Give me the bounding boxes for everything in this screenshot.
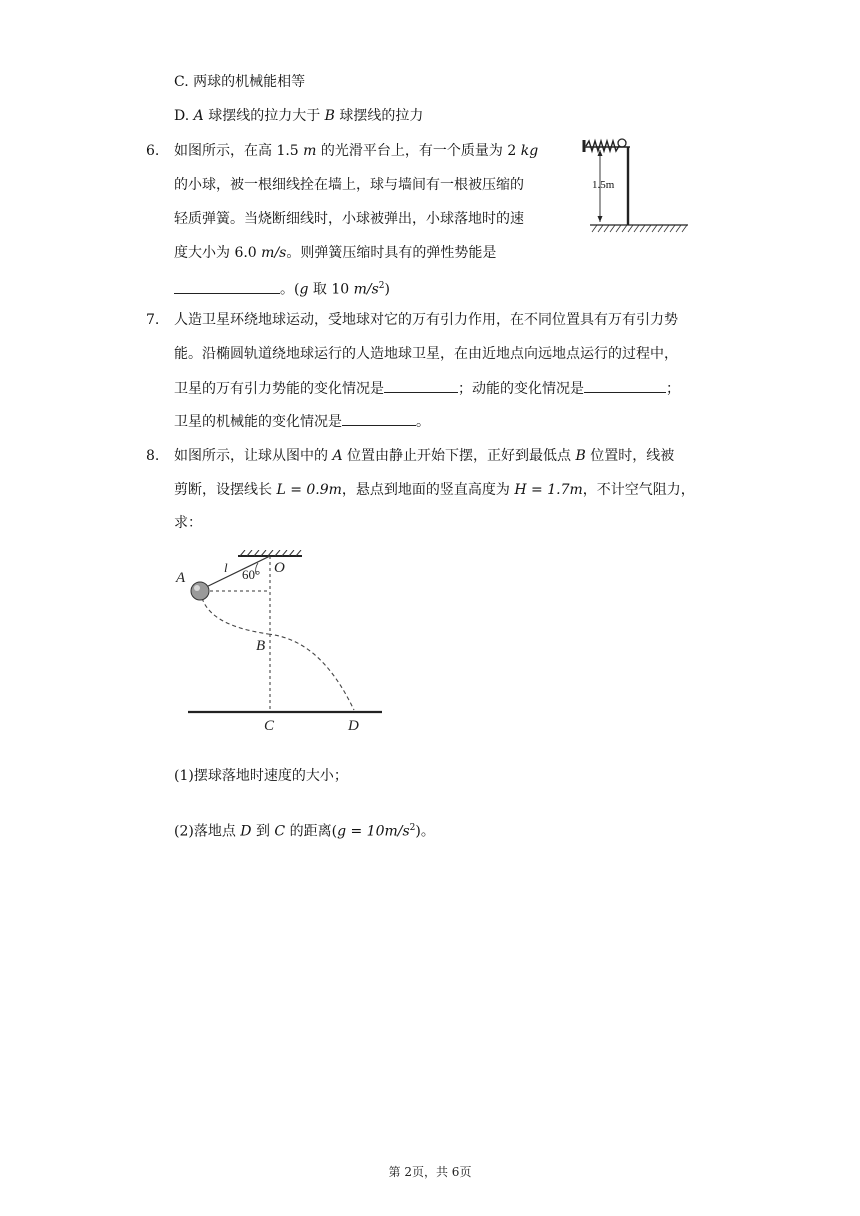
q8-sub-2 [174,818,435,842]
q8-length-eq: L = 0.9m [276,482,342,498]
q6-line-2: 的小球，被一根细线拴在墙上，球与墙间有一根被压缩的 [174,177,524,193]
q5-option-c [174,72,305,92]
q8-text: 如图所示，让球从图中的 [174,448,333,464]
q6-unit-accel: m/s [353,281,379,298]
q7-text: 卫星的万有引力势能的变化情况是 [174,381,384,397]
q7-line-2: 能。沿椭圆轨道绕地球运行的人造地球卫星，在由近地点向远地点运行的过程中， [174,346,678,362]
q7-text: ； [666,381,680,397]
projectile-path [268,634,354,710]
q7-text: 卫星的机械能的变化情况是 [174,414,342,430]
q8-sub-1: (1)摆球落地时速度的大小； [174,768,348,784]
ball-icon [618,139,626,147]
q8-var-d: D [240,823,252,840]
q6-line-1 [174,141,538,161]
q6-text: 取 10 [308,281,354,298]
q8-text: 位置时，线被 [585,448,675,464]
q6-unit-speed: m/s [261,245,287,261]
q8-number: 8. [146,448,160,464]
q8-text: 到 [251,823,275,840]
q6-number: 6. [146,143,160,159]
swing-arc-path [202,598,268,634]
q6-text: 。( [280,281,300,298]
q6-line-3: 轻质弹簧。当烧断细线时，小球被弹出，小球落地时的速 [174,211,524,227]
spring-icon [586,141,619,151]
label-b: B [256,638,266,654]
label-l: l [224,560,228,575]
q8-figure-pendulum [172,550,392,734]
q8-line-3: 求： [174,515,202,531]
q6-text: 的光滑平台上，有一个质量为 2 [316,143,521,159]
ball-icon [191,582,209,600]
q8-gravity-eq: g = 10m/s [337,823,410,840]
q7-blank-mechanical [342,411,416,426]
q8-superscript: 2 [409,823,416,833]
q8-text: ，不计空气阻力， [582,482,695,498]
q8-text: 剪断，设摆线长 [174,482,277,498]
q6-unit-m: m [303,143,317,159]
q7-blank-kinetic [584,378,666,393]
ground-hatch [592,225,687,232]
q6-text: 如图所示，在高 1.5 [174,143,304,159]
q8-text: )。 [415,823,435,840]
q6-superscript: 2 [378,281,385,291]
q7-text: ；动能的变化情况是 [458,381,584,397]
q6-line-5 [174,276,390,300]
q5-option-d [174,106,423,126]
q8-text: ，悬点到地面的竖直高度为 [341,482,515,498]
q7-line-3 [174,378,680,399]
q8-text: 的距离( [285,823,338,840]
page-footer: 第 2页，共 6页 [388,1165,472,1179]
q7-text: 。 [416,414,430,430]
q6-text: 。则弹簧压缩时具有的弹性势能是 [286,245,497,261]
q5-option-d-letter: D. [174,108,190,124]
q7-blank-potential [384,378,458,393]
height-label: 1.5m [592,179,615,191]
q8-var-a: A [332,448,343,464]
q5-option-c-letter: C. [174,74,189,90]
q8-line-2 [174,480,695,500]
label-o: O [274,560,285,576]
q6-answer-blank [174,279,280,294]
q5-option-d-text-end: 球摆线的拉力 [334,108,424,124]
q6-text: 度大小为 6.0 [174,245,262,261]
arrow-down-icon [598,216,603,222]
q8-var-b: B [575,448,586,464]
ball-highlight [194,585,200,591]
q8-line-1 [174,446,674,466]
q5-option-d-var-b: B [324,108,335,124]
q8-var-c: C [274,823,286,840]
q6-unit-kg: kg [520,143,539,159]
q7-number: 7. [146,312,160,328]
q6-var-g: g [299,281,309,298]
label-d: D [348,718,359,734]
q5-option-d-text: 球摆线的拉力大于 [203,108,325,124]
q7-line-1: 人造卫星环绕地球运动，受地球对它的万有引力作用，在不同位置具有万有引力势 [174,312,678,328]
q8-text: (2)落地点 [174,823,241,840]
label-a: A [176,570,186,586]
q6-text: ) [384,281,390,298]
q7-line-4 [174,411,430,432]
q6-line-4 [174,243,496,263]
q5-option-d-var-a: A [193,108,204,124]
q5-option-c-text: 两球的机械能相等 [193,74,306,90]
q8-height-eq: H = 1.7m [514,482,583,498]
q6-figure-platform [582,132,692,242]
label-c: C [264,718,275,734]
q8-text: 位置由静止开始下摆，正好到最低点 [342,448,576,464]
label-angle: 60° [242,567,261,582]
